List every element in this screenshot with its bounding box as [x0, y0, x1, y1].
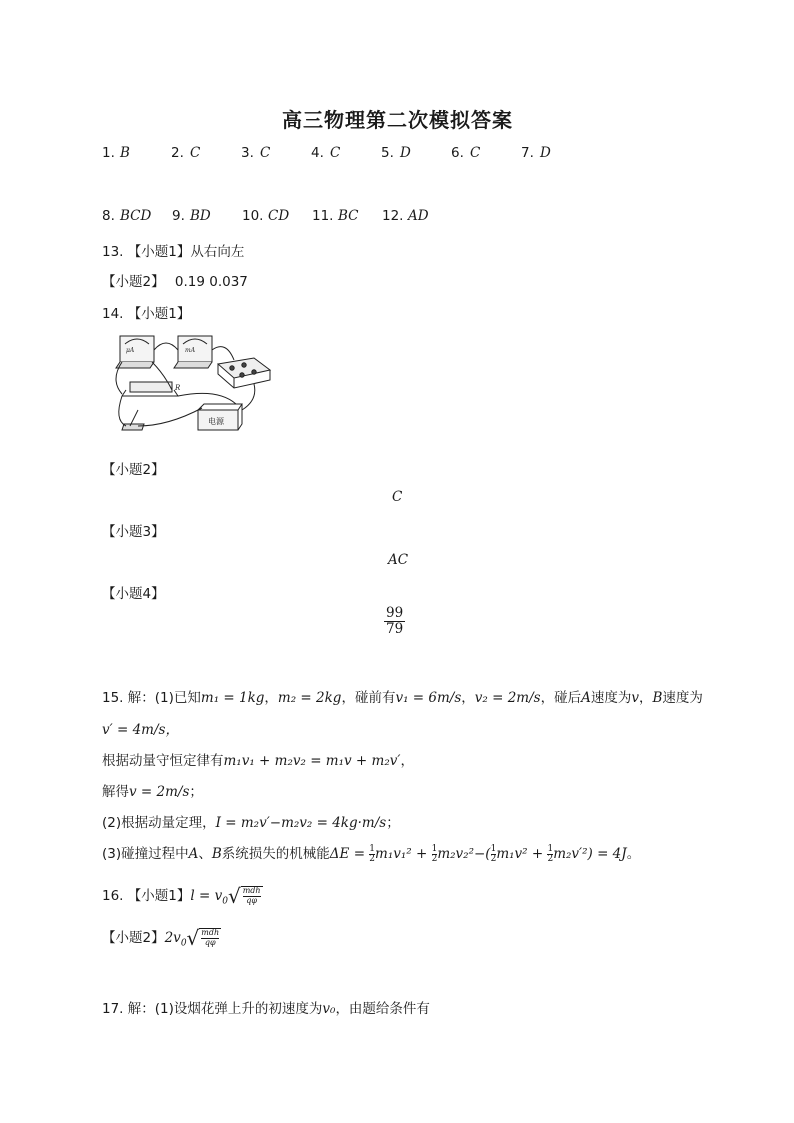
text: (3)碰撞过程中 [102, 846, 189, 862]
math: l = v [190, 888, 223, 904]
subquestion-label: 【小题3】 [102, 524, 165, 540]
mc-ans: BD [190, 208, 211, 224]
numerator: 1 [369, 843, 376, 854]
mc-answers-row-1 [0, 145, 794, 165]
q15-line-5 [102, 811, 400, 831]
math: B [652, 690, 663, 706]
mc-ans: D [540, 145, 551, 161]
resistor-label: R [175, 384, 181, 392]
text: 系统损失的机械能 [221, 846, 330, 862]
mc-num: 7. [521, 145, 534, 161]
question-number: 14. [102, 306, 124, 322]
numerator: 1 [547, 843, 554, 854]
q15-line-6 [102, 842, 640, 864]
text: 速度为 [662, 690, 703, 706]
fraction-numerator: 99 [386, 605, 404, 621]
math: v [631, 690, 639, 706]
text: 速度为 [590, 690, 632, 706]
mc-ans: D [400, 145, 411, 161]
denominator: 2 [369, 853, 376, 864]
denominator: 2 [431, 853, 438, 864]
mc-ans: BC [338, 208, 359, 224]
mc-answers-row-2 [0, 208, 794, 228]
text: ， [461, 690, 475, 706]
q15-line-2: v′ = 4m/s， [102, 722, 179, 738]
text: 根据动量守恒定律有 [102, 753, 224, 769]
question-number: 13. [102, 244, 124, 260]
text: (2)根据动量定理， [102, 815, 216, 831]
q15-line-4 [102, 780, 203, 800]
text: ； [189, 784, 203, 800]
radicand-numerator: mdh [201, 928, 220, 938]
mc-ans: C [260, 145, 271, 161]
math: B [211, 846, 222, 862]
mc-num: 6. [451, 145, 464, 161]
math: m₁ = 1kg [200, 690, 265, 706]
q16-line-2 [102, 926, 221, 950]
q14-sub3-answer: AC [388, 552, 409, 568]
math: v₁ = 6m/s [395, 690, 462, 706]
numerator: 1 [490, 843, 497, 854]
math: m₂ = 2kg [277, 690, 342, 706]
answer-text: 0.19 0.037 [174, 274, 248, 290]
q13-line-1 [102, 240, 244, 260]
math: v₀ [322, 1001, 336, 1017]
radicand-denominator: qφ [246, 896, 257, 905]
mc-num: 5. [381, 145, 394, 161]
mc-ans: AD [408, 208, 429, 224]
subscript: 0 [180, 938, 187, 949]
subscript: 0 [222, 896, 228, 907]
math: m₂v₂²−( [437, 846, 491, 862]
numerator: 1 [431, 843, 438, 854]
math: m₂v′²) = 4J [553, 846, 627, 862]
q16-line-1 [102, 884, 263, 908]
math: A [188, 846, 199, 862]
question-number: 16. [102, 888, 124, 904]
mc-num: 2. [171, 145, 184, 161]
mc-num: 12. [382, 208, 404, 224]
mc-ans: B [120, 145, 130, 161]
math: A [581, 690, 591, 706]
math: 2v [164, 930, 181, 946]
mc-ans: C [190, 145, 201, 161]
text: ， [400, 753, 414, 769]
text: 17. 解：(1)设烟花弹上升的初速度为 [102, 1001, 323, 1017]
mc-num: 4. [311, 145, 324, 161]
radicand-denominator: qφ [204, 938, 216, 947]
microammeter-label: μA [126, 347, 135, 354]
mc-ans: CD [268, 208, 290, 224]
power-supply-label: 电源 [208, 417, 224, 426]
math: ΔE = [329, 846, 370, 862]
square-root: √ mdh qφ [186, 926, 220, 950]
text: 。 [626, 846, 641, 862]
text: ； [386, 815, 400, 831]
text: 解得 [102, 784, 129, 800]
radicand-numerator: mdh [242, 886, 261, 896]
subquestion-label: 【小题2】 [102, 930, 165, 946]
mc-ans: C [330, 145, 341, 161]
q15-line-3 [102, 749, 414, 769]
q14-line-1 [102, 302, 190, 322]
math: v₂ = 2m/s [474, 690, 541, 706]
subquestion-label: 【小题1】 [127, 244, 191, 260]
denominator: 2 [547, 853, 554, 864]
text: ， [638, 690, 653, 706]
text: ，碰前有 [341, 690, 396, 706]
math: I = m₂v′−m₂v₂ = 4kg·m/s [215, 815, 387, 831]
circuit-diagram [108, 330, 278, 440]
mc-ans: BCD [120, 208, 152, 224]
mc-num: 1. [102, 145, 115, 161]
q14-sub2-answer: C [392, 489, 403, 505]
mc-num: 9. [172, 208, 185, 224]
denominator: 2 [490, 853, 497, 864]
math: m₁v² + [496, 846, 548, 862]
math: v = 2m/s [129, 784, 190, 800]
fraction-denominator: 79 [386, 620, 404, 637]
subquestion-label: 【小题2】 [102, 462, 165, 478]
mc-num: 8. [102, 208, 115, 224]
text: ，碰后 [540, 690, 582, 706]
mc-ans: C [470, 145, 481, 161]
subquestion-label: 【小题1】 [127, 306, 191, 322]
text: ，由题给条件有 [335, 1001, 430, 1017]
milliammeter-label: mA [185, 347, 196, 354]
text: ， [264, 690, 278, 706]
mc-num: 10. [242, 208, 264, 224]
text: 15. 解：(1)已知 [102, 690, 201, 706]
text: 、 [198, 846, 212, 862]
subquestion-label: 【小题4】 [102, 586, 165, 602]
q15-line-1 [102, 686, 703, 706]
q17-line-1 [102, 997, 430, 1017]
mc-num: 11. [312, 208, 334, 224]
mc-num: 3. [241, 145, 254, 161]
math: m₁v₁² + [375, 846, 432, 862]
math: m₁v₁ + m₂v₂ = m₁v + m₂v′ [223, 753, 401, 769]
answer-text: 从右向左 [190, 244, 245, 260]
q14-sub4-fraction [384, 606, 405, 637]
q13-line-2 [102, 270, 248, 290]
page-title: 高三物理第二次模拟答案 [282, 108, 513, 132]
subquestion-label: 【小题1】 [127, 888, 191, 904]
subquestion-label: 【小题2】 [102, 274, 165, 290]
square-root: √ mdh qφ [227, 884, 261, 908]
